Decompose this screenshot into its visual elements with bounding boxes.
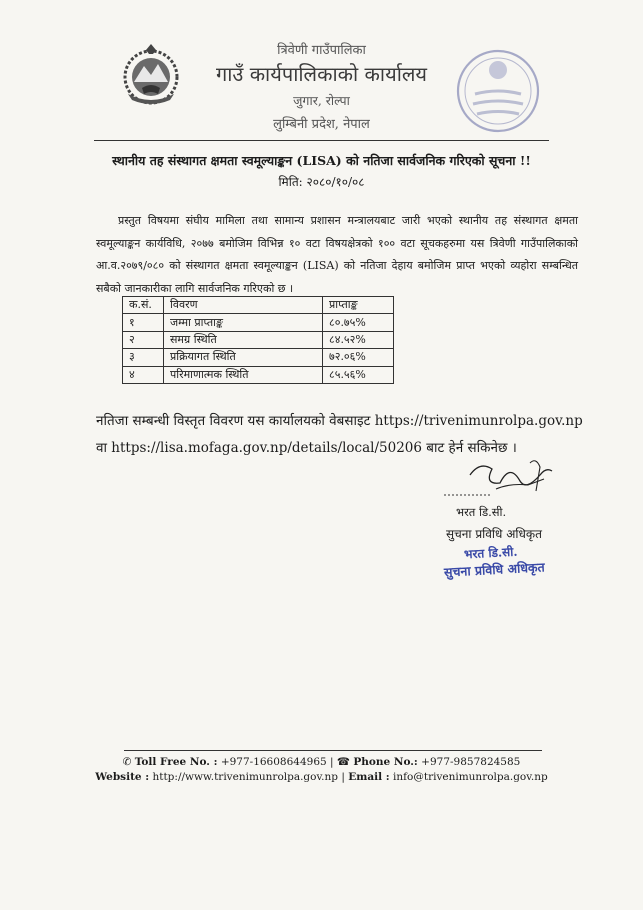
stamp-name: भरत डि.सी.: [463, 544, 518, 562]
website-label: Website :: [95, 771, 150, 783]
phone-number: +977-9857824585: [421, 756, 521, 768]
stamp-title: सुचना प्रविधि अधिकृत: [443, 559, 546, 580]
office-province: लुम्बिनी प्रदेश, नेपाल: [273, 117, 370, 132]
table-cell: प्रक्रियागत स्थिति: [164, 349, 323, 366]
table-cell: १: [123, 314, 164, 331]
table-header-cell: विवरण: [164, 297, 323, 314]
separator: |: [341, 771, 349, 783]
footer-contact-line: [0, 756, 643, 768]
table-cell: समग्र स्थिति: [164, 331, 323, 348]
table-cell: ८५.५६%: [323, 366, 394, 383]
website-link[interactable]: http://www.trivenimunrolpa.gov.np: [152, 771, 338, 783]
table-cell: ३: [123, 349, 164, 366]
header-divider: [94, 140, 549, 141]
phone-circle-icon: ✆: [122, 756, 132, 768]
footer-divider: [124, 750, 542, 751]
notice-title: स्थानीय तह संस्थागत क्षमता स्वमूल्याङ्कन (LISA) को नतिजा सार्वजनिक गरिएको सूचना !!: [112, 153, 531, 168]
table-cell: जम्मा प्राप्ताङ्क: [164, 314, 323, 331]
office-name: गाउँ कार्यपालिकाको कार्यालय: [215, 62, 428, 86]
signatory-title: सुचना प्रविधि अधिकृत: [446, 527, 542, 541]
table-header-cell: क.सं.: [123, 297, 164, 314]
table-row: [123, 331, 394, 348]
official-seal-icon: [455, 48, 541, 134]
municipality-name: त्रिवेणी गाउँपालिका: [277, 43, 366, 58]
table-header-cell: प्राप्ताङ्क: [323, 297, 394, 314]
table-cell: ७२.०६%: [323, 349, 394, 366]
details-paragraph: नतिजा सम्बन्धी विस्तृत विवरण यस कार्यालयको वेबसाइट https://trivenimunrolpa.gov.np वा https://lisa.mofaga.gov.np/details/local/50206 बाट हेर्न सकिनेछ ।: [96, 413, 583, 456]
table-cell: ८४.५२%: [323, 331, 394, 348]
table-row: [123, 314, 394, 331]
office-address: जुगार, रोल्पा: [293, 93, 350, 108]
separator: |: [330, 756, 337, 768]
footer-web-line: [0, 771, 643, 783]
table-cell: ४: [123, 366, 164, 383]
notice-paragraph: प्रस्तुत विषयमा संघीय मामिला तथा सामान्य प्रशासन मन्त्रालयबाट जारी भएको स्थानीय तह संस्थागत क्षमता स्वमूल्याङ्कन कार्यविधि, २०७७ बमोजिम विभिन्न १० वटा विषयक्षेत्रको १०० वटा सूचकहरुमा यस त्रिवेणी गाउँपालिकाको आ.व.२०७९/०८० को संस्थागत क्षमता स्वमूल्याङ्कन (LISA) को नतिजा देहाय बमोजिम प्राप्त भएको व्यहोरा सम्बन्धित सबैको जानकारीका लागि सार्वजनिक गरिएको छ ।: [96, 214, 578, 295]
email-link[interactable]: info@trivenimunrolpa.gov.np: [393, 771, 548, 783]
table-cell: परिमाणात्मक स्थिति: [164, 366, 323, 383]
table-row: [123, 366, 394, 383]
toll-free-number: +977-16608644965: [220, 756, 327, 768]
table-cell: ८०.७५%: [323, 314, 394, 331]
phone-label: Phone No.:: [353, 756, 418, 768]
table-header-row: [123, 297, 394, 314]
handwritten-signature: [440, 455, 565, 505]
results-table: [122, 296, 394, 384]
toll-free-label: Toll Free No. :: [134, 756, 218, 768]
table-cell: २: [123, 331, 164, 348]
signatory-name: भरत डि.सी.: [456, 505, 507, 519]
table-row: [123, 349, 394, 366]
email-label: Email :: [348, 771, 390, 783]
telephone-icon: ☎: [336, 756, 351, 768]
notice-date: मिति: २०८०/१०/०८: [278, 175, 365, 189]
